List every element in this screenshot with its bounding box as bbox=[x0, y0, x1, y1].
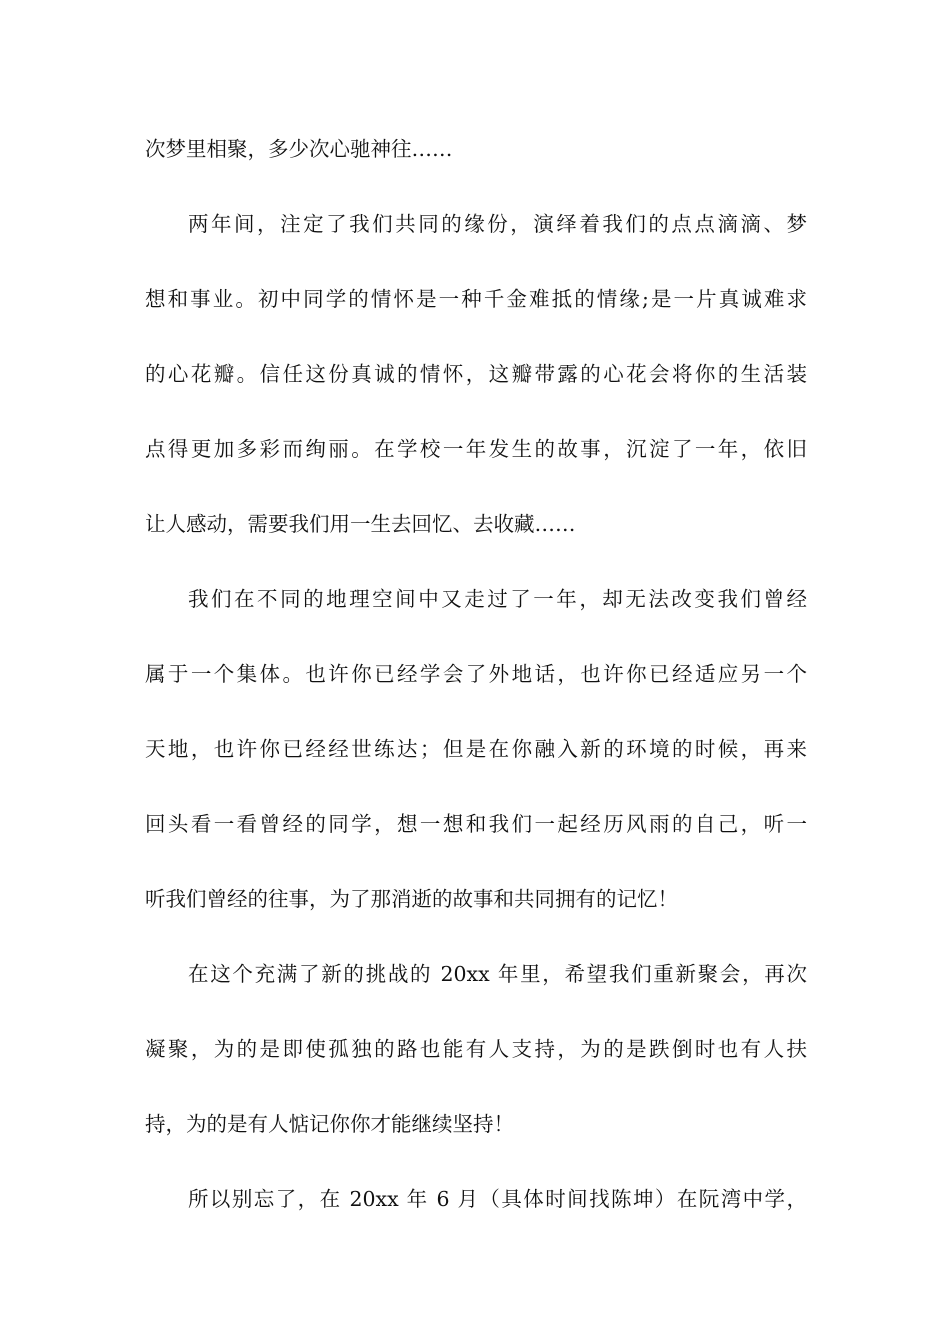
paragraph-first-line: 在这个充满了新的挑战的 20xx 年里，希望我们重新聚会，再次 bbox=[188, 962, 807, 986]
paragraph-first-line: 我们在不同的地理空间中又走过了一年，却无法改变我们曾经 bbox=[188, 587, 807, 611]
text-line: 让人感动，需要我们用一生去回忆、去收藏…… bbox=[145, 512, 576, 536]
text-line: 持，为的是有人惦记你你才能继续坚持！ bbox=[145, 1112, 514, 1136]
text-line: 天地，也许你已经经世练达；但是在你融入新的环境的时候，再来 bbox=[145, 737, 807, 761]
text-line: 想和事业。初中同学的情怀是一种千金难抵的情缘;是一片真诚难求 bbox=[145, 287, 807, 311]
text-line: 属于一个集体。也许你已经学会了外地话，也许你已经适应另一个 bbox=[145, 662, 807, 686]
text-line: 听我们曾经的往事，为了那消逝的故事和共同拥有的记忆！ bbox=[145, 887, 678, 911]
text-line: 回头看一看曾经的同学，想一想和我们一起经历风雨的自己，听一 bbox=[145, 812, 807, 836]
paragraph-first-line: 所以别忘了，在 20xx 年 6 月（具体时间找陈坤）在阮湾中学， bbox=[188, 1187, 807, 1211]
text-line: 次梦里相聚，多少次心驰神往…… bbox=[145, 137, 453, 161]
text-line: 的心花瓣。信任这份真诚的情怀，这瓣带露的心花会将你的生活装 bbox=[145, 362, 807, 386]
text-line: 凝聚，为的是即使孤独的路也能有人支持，为的是跌倒时也有人扶 bbox=[145, 1037, 807, 1061]
paragraph-first-line: 两年间，注定了我们共同的缘份，演绎着我们的点点滴滴、梦 bbox=[188, 212, 807, 236]
text-line: 点得更加多彩而绚丽。在学校一年发生的故事，沉淀了一年，依旧 bbox=[145, 437, 807, 461]
